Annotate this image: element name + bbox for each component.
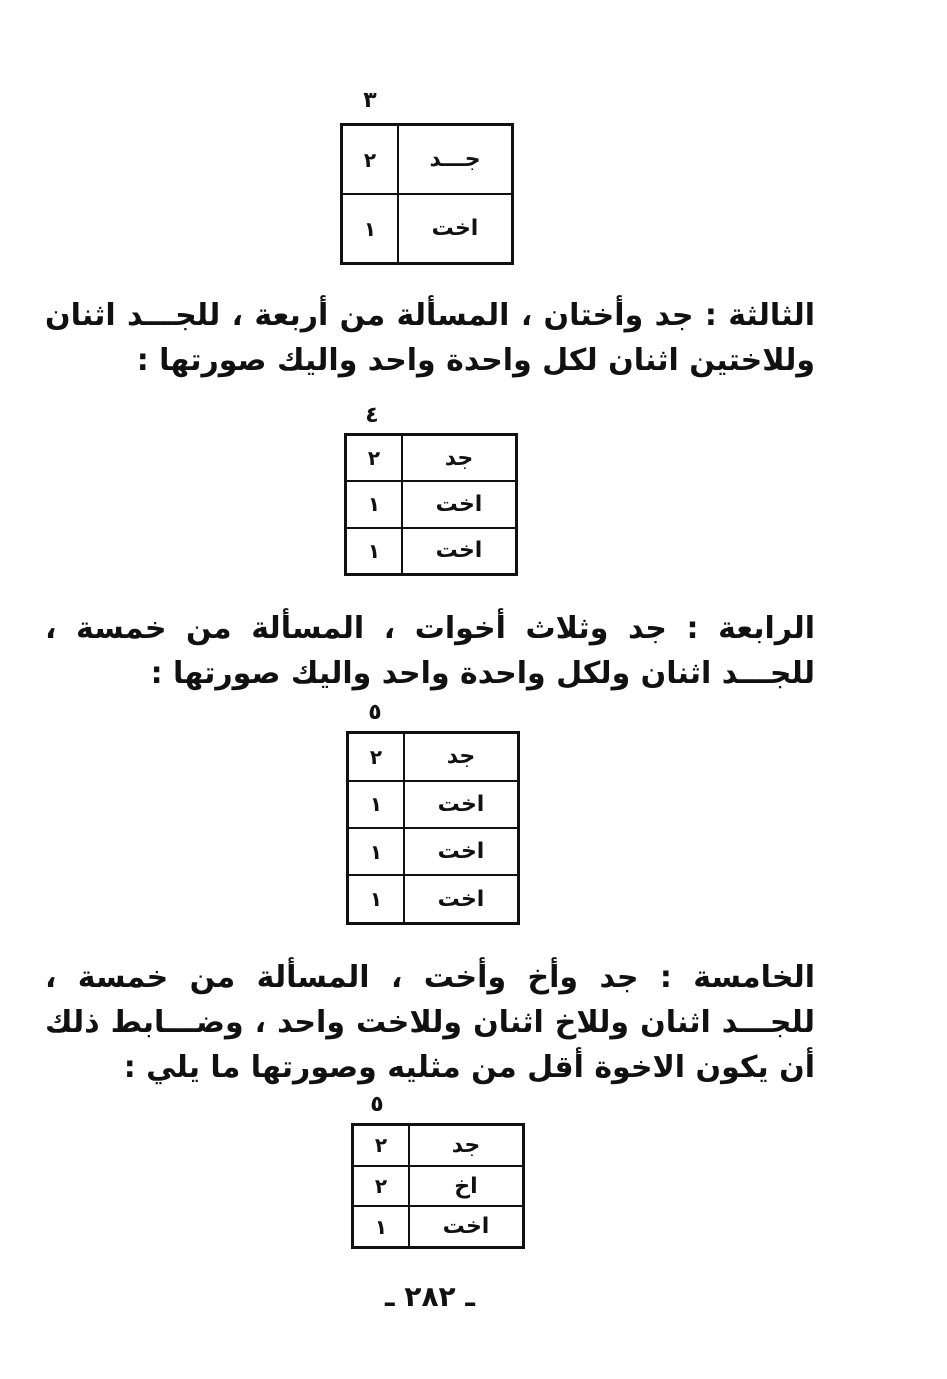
table-row [346,435,517,482]
share-cell: ١ [346,528,403,575]
inheritance-table [340,123,514,265]
case-paragraph: الثالثة : جد وأختان ، المسألة من أربعة ، للجـــد اثنان وللاختين اثنان لكل واحدة واحد واليك صورتها : [45,298,815,378]
table-row [353,1125,524,1166]
share-cell: ٢ [342,125,399,195]
share-cell: ١ [348,875,405,923]
share-cell: ١ [346,481,403,527]
heir-cell: جد [404,733,519,781]
heir-cell: اخ [409,1166,524,1207]
share-cell: ٢ [353,1125,410,1166]
inheritance-table [346,731,520,925]
heir-cell: جد [409,1125,524,1166]
inheritance-table [351,1123,525,1249]
case-paragraph: الخامسة : جد وأخ وأخت ، المسألة من خمسة ، للجـــد اثنان وللاخ اثنان وللاخت واحد ، وضـــابط ذلك أن يكون الاخوة أقل من مثليه وصورتها ما يلي : [45,960,815,1085]
share-cell: ٢ [346,435,403,482]
share-cell: ١ [348,781,405,828]
base-number: ٥ [370,1092,384,1117]
heir-cell: اخت [409,1206,524,1247]
table-row [353,1206,524,1247]
heir-cell: اخت [404,875,519,923]
heir-cell: جـــد [398,125,513,195]
base-number: ٥ [368,700,382,725]
inheritance-table [344,433,518,576]
table-row [348,875,519,923]
share-cell: ١ [353,1206,410,1247]
base-number: ٤ [365,403,379,428]
table-row [342,194,513,264]
case-paragraph: الرابعة : جد وثلاث أخوات ، المسألة من خمسة ، للجـــد اثنان ولكل واحدة واحد واليك صورتها : [45,611,815,691]
heir-cell: جد [402,435,517,482]
table-row [348,781,519,828]
heir-cell: اخت [402,528,517,575]
table-row [353,1166,524,1207]
table-row [346,481,517,527]
table-row [346,528,517,575]
heir-cell: اخت [404,781,519,828]
table-row [348,828,519,875]
table-row [348,733,519,781]
share-cell: ٢ [348,733,405,781]
table-row [342,125,513,195]
share-cell: ١ [348,828,405,875]
heir-cell: اخت [404,828,519,875]
base-number: ٣ [363,88,377,113]
share-cell: ٢ [353,1166,410,1207]
page-number: ـ ٢٨٢ ـ [385,1280,475,1313]
heir-cell: اخت [398,194,513,264]
heir-cell: اخت [402,481,517,527]
share-cell: ١ [342,194,399,264]
